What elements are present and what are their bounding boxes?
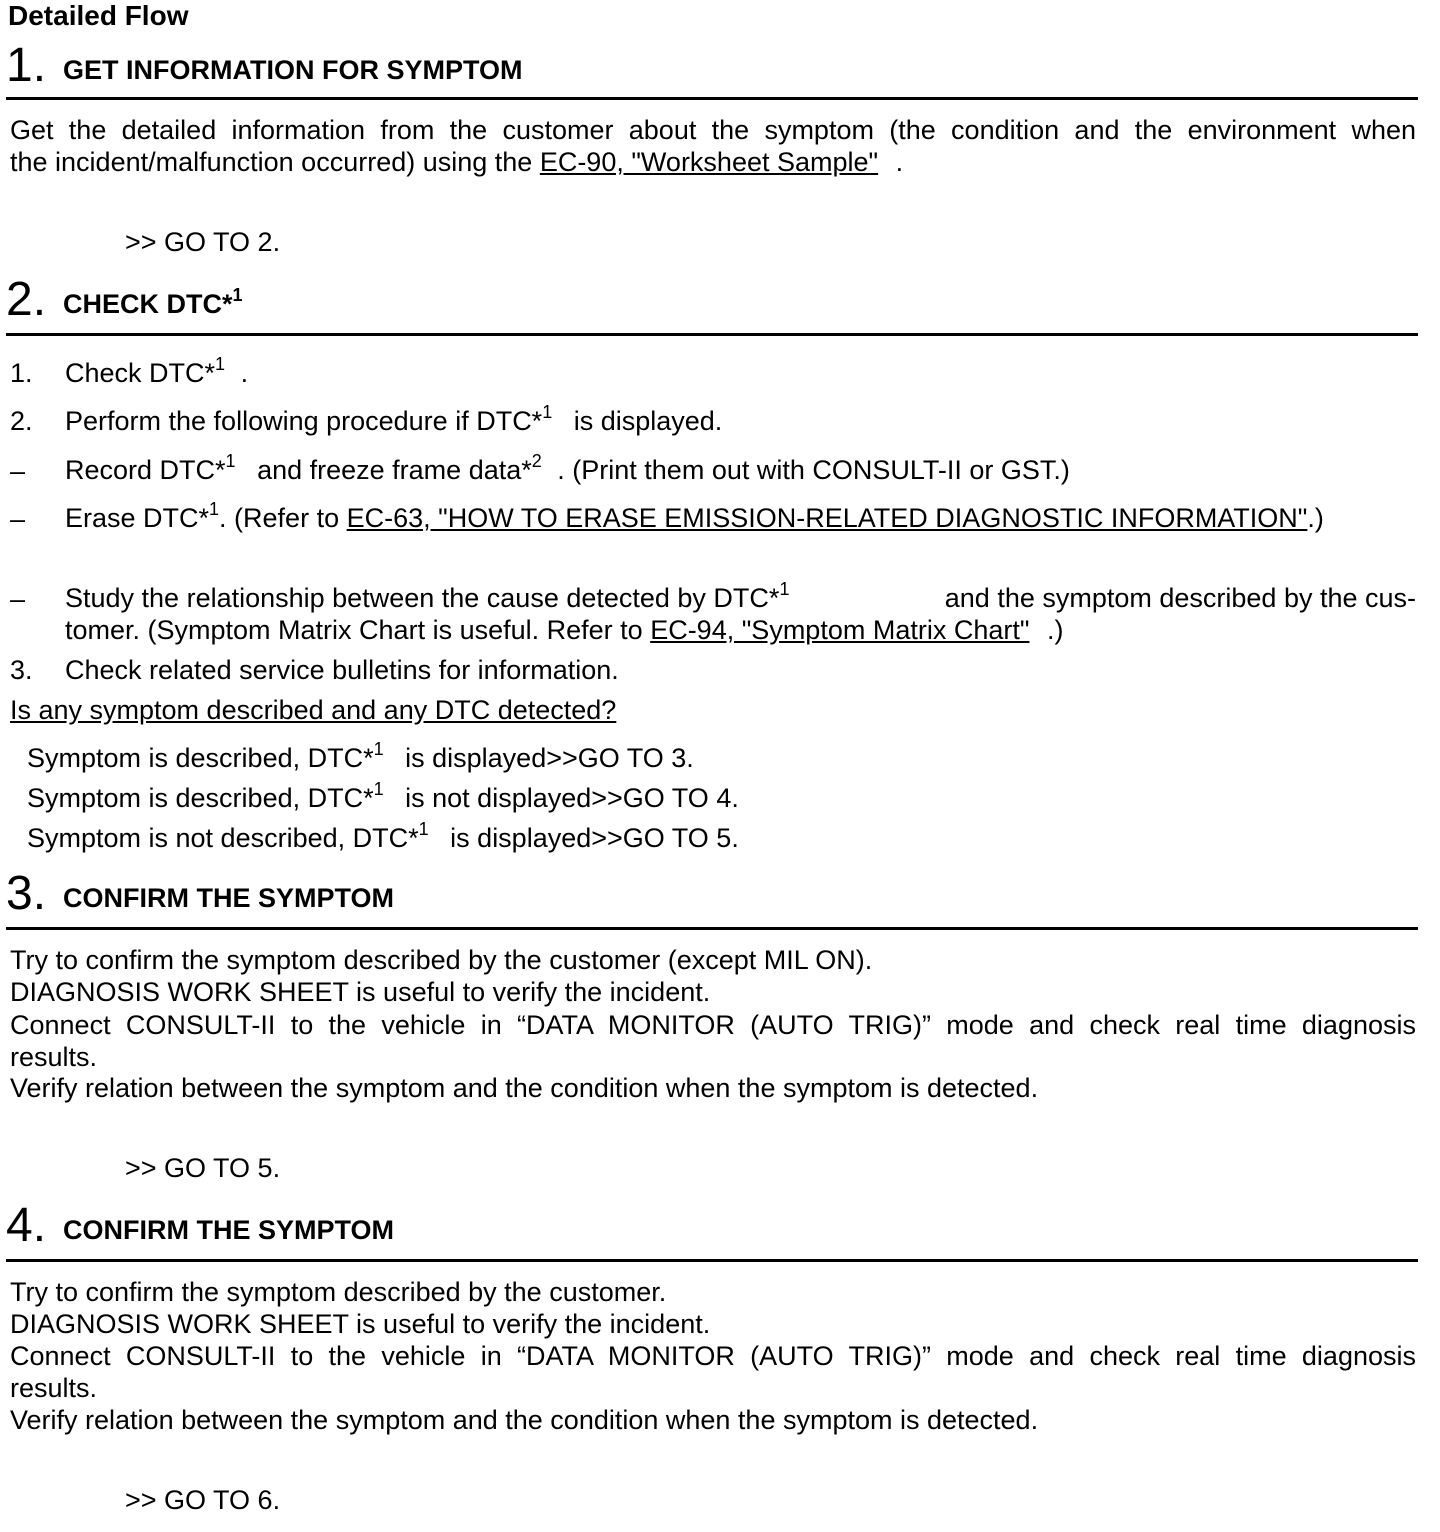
step-2-dash-2 [65, 499, 1324, 534]
step-3-line-2: DIAGNOSIS WORK SHEET is useful to verify the incident. [10, 977, 711, 1007]
step-2-heading [63, 285, 243, 320]
answer-option-3[interactable] [27, 819, 739, 854]
step-1-paragraph-line-2 [10, 146, 903, 178]
step-2-question: Is any symptom described and any DTC detected? [10, 695, 617, 725]
step-2-dash-2-footnote: 1 [209, 499, 220, 519]
step-2-dash-1-mark: – [10, 456, 26, 486]
worksheet-sample-link[interactable]: EC-90, "Worksheet Sample" [539, 147, 879, 177]
step-3-line-1: Try to confirm the symptom described by the customer (except MIL ON). [10, 945, 873, 975]
step-2-dash-3-footnote: 1 [779, 579, 790, 599]
step-2-dash-3-line-2-text: tomer. (Symptom Matrix Chart is useful. Refer to [65, 615, 643, 645]
step-2-dash-3-line-2 [65, 614, 1063, 646]
step-4-line-1: Try to confirm the symptom described by the customer. [10, 1277, 667, 1307]
step-2-item-1-footnote: 1 [215, 354, 226, 374]
step-2-dash-3-text-pre: Study the relationship between the cause detected by DTC* [65, 583, 780, 613]
step-2-number: 2. [6, 273, 47, 326]
step-3-heading: CONFIRM THE SYMPTOM [63, 883, 395, 913]
answer-3-result: is displayed>>GO TO 5. [450, 823, 739, 853]
symptom-matrix-chart-link[interactable]: EC-94, "Symptom Matrix Chart" [650, 615, 1030, 645]
step-2-dash-3-end: .) [1046, 615, 1064, 645]
step-2-item-1-end: . [240, 358, 249, 388]
page-title: Detailed Flow [8, 0, 189, 31]
step-2-dash-2-text: Erase DTC* [65, 503, 210, 533]
answer-3-footnote: 1 [418, 819, 429, 839]
step-2-dash-3-text [65, 579, 790, 614]
step-2-dash-1-end: . (Print them out with CONSULT-II or GST.) [557, 455, 1070, 485]
answer-1-footnote: 1 [373, 739, 384, 759]
step-2-item-2-footnote: 1 [542, 402, 553, 422]
erase-dtc-link[interactable]: EC-63, "HOW TO ERASE EMISSION-RELATED DIAGNOSTIC INFORMATION" [346, 503, 1308, 533]
step-3-line-4: results. [10, 1042, 98, 1072]
step-1-heading: GET INFORMATION FOR SYMPTOM [63, 55, 523, 85]
answer-3-text: Symptom is not described, DTC* [27, 823, 419, 853]
step-1-divider [6, 97, 1418, 100]
step-3-number: 3. [6, 867, 47, 920]
step-2-dash-2-end: .) [1307, 503, 1324, 533]
step-2-dash-1-text: Record DTC* [65, 455, 226, 485]
step-1-paragraph-text: the incident/malfunction occurred) using the [10, 147, 533, 177]
step-2-item-1-number: 1. [10, 358, 33, 388]
step-1-paragraph-line-1: Get the detailed information from the customer about the symptom (the condition and the environment when [10, 115, 1416, 145]
step-2-item-3-number: 3. [10, 655, 33, 685]
step-4-goto[interactable]: >> GO TO 6. [125, 1485, 281, 1515]
step-2-divider [6, 333, 1418, 336]
step-2-dash-1 [65, 451, 1070, 486]
step-4-line-3: Connect CONSULT-II to the vehicle in “DATA MONITOR (AUTO TRIG)” mode and check real time diagnosis [10, 1341, 1416, 1371]
step-2-dash-1-footnote-2: 2 [531, 451, 542, 471]
step-2-heading-text: CHECK DTC* [63, 289, 233, 319]
step-3-line-3: Connect CONSULT-II to the vehicle in “DATA MONITOR (AUTO TRIG)” mode and check real time diagnosis [10, 1010, 1416, 1040]
step-4-line-2: DIAGNOSIS WORK SHEET is useful to verify the incident. [10, 1309, 711, 1339]
step-3-goto[interactable]: >> GO TO 5. [125, 1153, 281, 1183]
answer-option-2[interactable] [27, 779, 739, 814]
step-1-number: 1. [6, 39, 47, 92]
step-2-item-1 [65, 354, 249, 389]
step-1-goto[interactable]: >> GO TO 2. [125, 227, 281, 257]
step-2-item-2-end: is displayed. [573, 406, 723, 436]
step-2-dash-3-line-1 [65, 579, 1416, 614]
step-2-dash-1-mid: and freeze frame data* [257, 455, 532, 485]
step-1-paragraph-end: . [895, 147, 904, 177]
answer-2-footnote: 1 [373, 779, 384, 799]
step-2-dash-2-mid: . (Refer to [219, 503, 340, 533]
step-3-line-5: Verify relation between the symptom and the condition when the symptom is detected. [10, 1073, 1039, 1103]
step-4-number: 4. [6, 1199, 47, 1252]
answer-1-result: is displayed>>GO TO 3. [405, 743, 694, 773]
step-4-line-4: results. [10, 1373, 98, 1403]
step-2-heading-footnote: 1 [232, 285, 243, 305]
step-2-dash-2-mark: – [10, 504, 26, 534]
step-2-dash-3-text-post: and the symptom described by the cus- [944, 583, 1416, 613]
step-2-item-2-text: Perform the following procedure if DTC* [65, 406, 543, 436]
answer-1-text: Symptom is described, DTC* [27, 743, 374, 773]
answer-2-result: is not displayed>>GO TO 4. [405, 783, 739, 813]
answer-2-text: Symptom is described, DTC* [27, 783, 374, 813]
step-4-heading: CONFIRM THE SYMPTOM [63, 1215, 395, 1245]
step-3-divider [6, 927, 1418, 930]
answer-option-1[interactable] [27, 739, 694, 774]
step-2-item-2-number: 2. [10, 406, 33, 436]
step-4-line-5: Verify relation between the symptom and the condition when the symptom is detected. [10, 1405, 1039, 1435]
step-2-item-1-text: Check DTC* [65, 358, 216, 388]
step-2-item-3-text: Check related service bulletins for information. [65, 655, 619, 685]
step-4-divider [6, 1259, 1418, 1262]
step-2-dash-1-footnote: 1 [225, 451, 236, 471]
step-2-item-2 [65, 402, 723, 437]
step-2-dash-3-mark: – [10, 584, 26, 614]
